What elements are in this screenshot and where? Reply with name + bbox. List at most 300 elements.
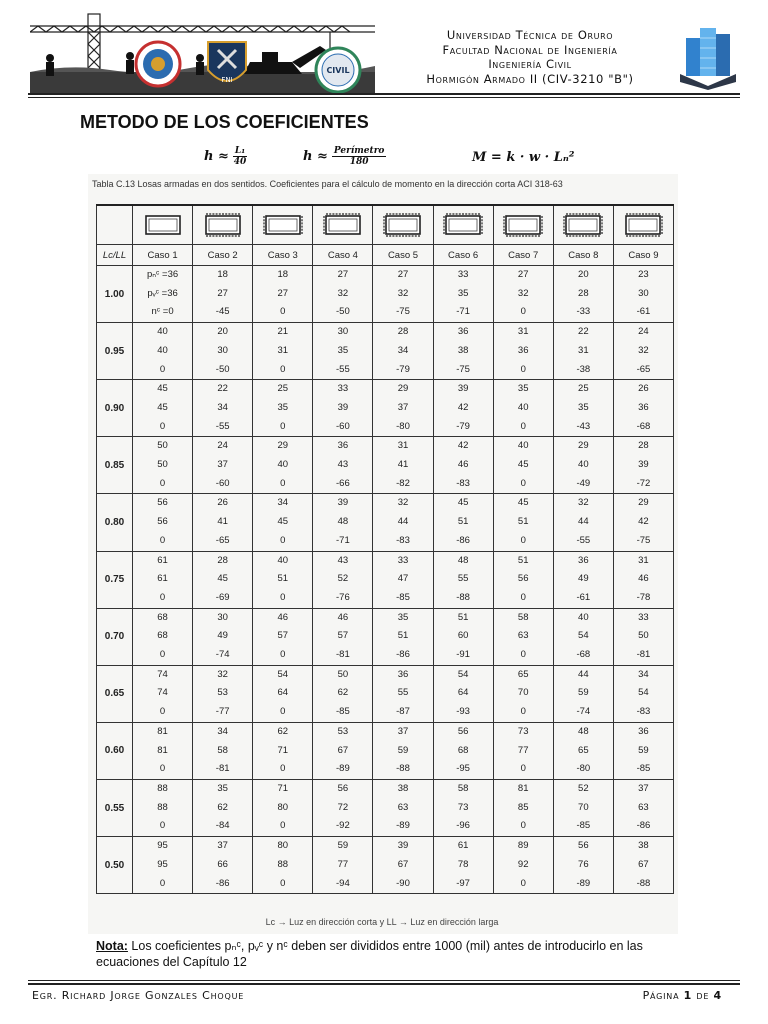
slab-diagram-cell-8	[553, 205, 613, 245]
coefficient-value: 37	[397, 725, 409, 737]
coefficient-value: 62	[277, 725, 289, 737]
coefficient-value: 67	[337, 744, 349, 756]
coefficient-value: -79	[456, 420, 470, 432]
coefficient-value: 71	[277, 782, 289, 794]
coefficient-value: 39	[337, 497, 349, 509]
table-row	[97, 266, 674, 323]
coefficient-value: 33	[638, 611, 649, 623]
coefficient-value: 36	[638, 725, 649, 737]
coefficient-cell	[613, 323, 673, 380]
institution-block	[382, 28, 678, 86]
formula-h-l1-num: L₁	[234, 146, 246, 156]
coefficient-value: 57	[337, 630, 349, 642]
coefficient-value: 63	[517, 630, 529, 642]
coefficient-value: 71	[277, 744, 289, 756]
coefficient-value: 25	[277, 383, 289, 395]
coefficient-value: 58	[457, 782, 469, 794]
career-name: Ingeniería Civil	[488, 57, 572, 71]
coefficient-value: -85	[336, 706, 350, 718]
coefficient-value: -71	[336, 534, 350, 546]
coefficient-value: 63	[397, 801, 409, 813]
coefficient-value: 59	[337, 840, 349, 852]
coefficient-value: 27	[337, 269, 349, 280]
coefficient-value: -76	[336, 591, 350, 603]
coefficient-value: 22	[578, 326, 589, 338]
case-header-row	[97, 245, 674, 266]
coefficient-cell	[133, 665, 193, 722]
coefficient-value: 53	[217, 687, 228, 699]
coefficient-cell	[613, 837, 673, 894]
coefficient-cell	[553, 323, 613, 380]
coefficient-value: 0	[159, 534, 166, 546]
coefficient-value: -93	[456, 706, 470, 718]
coefficient-value: 24	[217, 440, 228, 452]
coefficient-value: 27	[217, 287, 228, 299]
coefficient-value: -78	[636, 591, 651, 603]
coefficient-value: 76	[578, 858, 589, 870]
coefficient-value: -75	[396, 306, 410, 318]
footer-rule-thin	[28, 980, 740, 981]
coefficient-cell	[193, 437, 253, 494]
coefficient-value: -77	[215, 706, 230, 718]
coefficient-value: -86	[215, 877, 230, 889]
coefficient-value: -91	[456, 649, 470, 661]
slab-case-2-icon	[203, 213, 243, 237]
coefficient-value: 54	[638, 687, 649, 699]
formula-h-perimeter-num: Perímetro	[333, 146, 385, 156]
coefficient-value: 68	[457, 744, 469, 756]
coefficient-cell	[313, 380, 373, 437]
coefficient-cell	[193, 323, 253, 380]
coefficient-value: 58	[217, 744, 228, 756]
slab-case-7-icon	[503, 213, 543, 237]
coefficient-value: 28	[578, 287, 589, 299]
coefficient-value: 38	[638, 840, 649, 852]
coefficient-cell	[313, 608, 373, 665]
coefficient-value: 0	[520, 477, 526, 489]
coefficient-cell	[433, 380, 493, 437]
coefficient-value: -43	[576, 420, 591, 432]
table-legend: Lc → Luz en dirección corta y LL → Luz en dirección larga	[265, 917, 499, 927]
coefficient-value: 40	[277, 459, 289, 471]
coefficient-cell	[493, 437, 553, 494]
table-row	[97, 437, 674, 494]
coefficient-value: 54	[457, 668, 469, 680]
coefficient-value: 45	[457, 497, 469, 509]
case-header-6: Caso 6	[433, 245, 493, 266]
note-paragraph	[96, 938, 656, 970]
coefficient-value: 26	[217, 497, 228, 509]
coefficient-cell	[133, 608, 193, 665]
coefficient-value: 31	[638, 554, 649, 566]
coefficient-cell	[493, 551, 553, 608]
coefficient-value: -71	[456, 306, 470, 318]
coefficient-value: 65	[578, 744, 589, 756]
coefficient-value: 55	[457, 573, 469, 585]
coefficient-value: 59	[638, 744, 649, 756]
coefficient-value: 0	[280, 534, 286, 546]
coefficient-value: 38	[457, 344, 469, 356]
coefficient-value: 0	[159, 706, 166, 718]
coefficient-value: 66	[217, 858, 228, 870]
coefficient-value: 34	[217, 725, 228, 737]
coefficient-value: 0	[520, 820, 526, 832]
coefficient-value: 80	[277, 840, 289, 852]
coefficient-value: -49	[576, 477, 591, 489]
case-header-2: Caso 2	[193, 245, 253, 266]
coefficient-value: 51	[277, 573, 289, 585]
coefficient-value: 51	[457, 611, 469, 623]
coefficient-value: 39	[397, 840, 409, 852]
coefficient-cell	[313, 779, 373, 836]
coefficient-value: 45	[217, 573, 228, 585]
civil-logo-text: CIVIL	[326, 66, 350, 75]
coefficient-value: 47	[397, 573, 409, 585]
coefficient-cell	[313, 494, 373, 551]
coefficient-value: 56	[337, 782, 349, 794]
coefficient-value: 0	[280, 363, 286, 375]
footer-page-indicator	[643, 989, 722, 1002]
coefficient-value: 0	[520, 591, 526, 603]
coefficient-value: 61	[157, 554, 168, 566]
coefficient-cell	[553, 837, 613, 894]
coefficient-value: 32	[638, 344, 649, 356]
coefficient-value: 35	[277, 401, 289, 413]
coefficient-cell	[313, 722, 373, 779]
coefficient-value: 30	[217, 611, 228, 623]
note-text: Los coeficientes pₙᶜ, pᵥᶜ y nᶜ deben ser divididos entre 1000 (mil) antes de introducirlo en las ecuaciones del Capítulo 12	[96, 939, 643, 969]
coefficient-value: 77	[517, 744, 529, 756]
coefficient-cell	[553, 380, 613, 437]
coefficient-value: 0	[280, 706, 286, 718]
slab-diagram-cell-9	[613, 205, 673, 245]
coefficient-value: -88	[396, 763, 410, 775]
coefficient-value: 35	[517, 383, 529, 395]
coefficient-value: 0	[280, 763, 286, 775]
coefficient-value: 32	[337, 287, 349, 299]
coefficient-value: 55	[397, 687, 409, 699]
coefficient-cell	[253, 665, 313, 722]
university-name: Universidad Técnica de Oruro	[446, 28, 614, 42]
coefficient-value: 37	[217, 459, 228, 471]
coefficient-value: -96	[456, 820, 470, 832]
coefficient-value: 39	[457, 383, 469, 395]
table-row	[97, 551, 674, 608]
coefficient-value: 74	[157, 687, 168, 699]
coefficient-value: 37	[217, 840, 228, 852]
coefficient-value: 34	[217, 401, 228, 413]
coefficient-cell	[553, 779, 613, 836]
coefficient-value: 43	[337, 554, 349, 566]
coefficient-cell	[373, 608, 433, 665]
coefficient-value: 64	[277, 687, 289, 699]
page-title: METODO DE LOS COEFICIENTES	[80, 112, 369, 132]
coefficient-value: 64	[457, 687, 469, 699]
table-row	[97, 323, 674, 380]
ratio-label: 0.50	[97, 837, 133, 894]
coefficient-value: 23	[638, 269, 649, 280]
coefficient-value: 0	[520, 763, 526, 775]
coefficient-value: -80	[396, 420, 410, 432]
coefficient-value: -90	[396, 877, 410, 889]
coefficient-cell	[553, 722, 613, 779]
coefficient-value: 42	[638, 516, 649, 528]
coefficient-cell	[133, 323, 193, 380]
coefficient-value: 45	[157, 401, 168, 413]
formula-h-l1	[204, 146, 247, 167]
coefficient-value: -55	[215, 420, 230, 432]
coefficient-value: 57	[277, 630, 289, 642]
coefficient-value: 44	[397, 516, 409, 528]
case-header-4: Caso 4	[313, 245, 373, 266]
coefficient-value: -81	[636, 649, 651, 661]
course-name: Hormigón Armado II (CIV-3210 "B")	[426, 71, 634, 86]
coefficient-value: -86	[636, 820, 651, 832]
coefficient-cell	[193, 722, 253, 779]
coefficient-cell	[193, 494, 253, 551]
coefficient-cell	[373, 665, 433, 722]
coefficient-cell	[493, 665, 553, 722]
coefficient-value: 34	[277, 497, 289, 509]
coefficient-cell	[553, 665, 613, 722]
coefficient-value: -72	[636, 477, 651, 489]
coefficient-value: 28	[397, 326, 409, 338]
coefficient-cell	[493, 779, 553, 836]
coefficient-value: 0	[159, 420, 166, 432]
coefficient-value: 51	[517, 516, 529, 528]
coefficient-value: 73	[517, 725, 529, 737]
coefficient-cell	[373, 722, 433, 779]
coefficient-cell	[493, 837, 553, 894]
coefficient-value: 27	[517, 269, 529, 280]
coefficient-value: -61	[636, 306, 651, 318]
coefficient-cell	[613, 380, 673, 437]
coefficient-value: 45	[517, 459, 529, 471]
ratio-header: Lc/LL	[97, 245, 133, 266]
coefficient-value: 74	[157, 668, 168, 680]
coefficient-value: 20	[217, 326, 228, 338]
coefficient-value: pᵥᶜ =36	[147, 287, 178, 299]
coefficient-value: 89	[517, 840, 529, 852]
coefficient-value: 33	[457, 269, 469, 280]
coefficient-value: 81	[517, 782, 529, 794]
coefficient-cell	[133, 837, 193, 894]
coefficient-value: 41	[397, 459, 409, 471]
coefficient-value: 40	[517, 401, 529, 413]
coefficient-cell	[613, 665, 673, 722]
coefficient-cell	[373, 551, 433, 608]
coefficient-cell	[613, 437, 673, 494]
coefficient-value: -84	[215, 820, 230, 832]
coefficient-cell	[433, 722, 493, 779]
coefficient-value: 36	[638, 401, 649, 413]
coefficient-value: -66	[336, 477, 350, 489]
slab-case-9-icon	[623, 213, 663, 237]
coefficient-value: 36	[397, 668, 409, 680]
formula-h-l1-den: 40	[233, 157, 247, 167]
formula-moment: M = k · w · Lₙ²	[472, 150, 575, 165]
coefficient-cell	[553, 551, 613, 608]
coefficient-cell	[433, 266, 493, 323]
coefficient-cell	[613, 779, 673, 836]
coefficient-value: -83	[396, 534, 410, 546]
ratio-label: 1.00	[97, 266, 133, 323]
coefficient-value: -60	[336, 420, 350, 432]
ratio-label: 0.95	[97, 323, 133, 380]
coefficient-value: 46	[638, 573, 649, 585]
coefficient-value: 59	[397, 744, 409, 756]
coefficient-value: 65	[517, 668, 529, 680]
coefficient-value: 92	[517, 858, 529, 870]
coefficient-value: 46	[337, 611, 349, 623]
coefficient-value: 0	[280, 649, 286, 661]
coefficient-value: 59	[578, 687, 589, 699]
coefficient-value: 45	[157, 383, 168, 395]
coefficient-value: 56	[457, 725, 469, 737]
slab-case-6-icon	[443, 213, 483, 237]
coefficient-value: 35	[578, 401, 589, 413]
slab-diagram-cell-3	[253, 205, 313, 245]
table-row	[97, 380, 674, 437]
slab-corner-cell	[97, 205, 133, 245]
coefficient-cell	[553, 608, 613, 665]
coefficient-value: -81	[215, 763, 230, 775]
coefficient-cell	[313, 323, 373, 380]
coefficient-value: 34	[638, 668, 649, 680]
coefficient-cell	[493, 380, 553, 437]
coefficient-cell	[433, 437, 493, 494]
coefficient-value: 0	[280, 306, 286, 318]
coefficient-cell	[613, 551, 673, 608]
coefficient-cell	[433, 837, 493, 894]
coefficient-value: 35	[397, 611, 409, 623]
coefficient-value: 30	[638, 287, 649, 299]
ratio-label: 0.85	[97, 437, 133, 494]
coefficient-value: 88	[157, 782, 168, 794]
coefficient-value: 62	[217, 801, 228, 813]
coefficient-value: 38	[397, 782, 409, 794]
coefficient-value: 88	[157, 801, 168, 813]
coefficients-table	[96, 204, 674, 894]
coefficient-value: 39	[337, 401, 349, 413]
coefficient-value: 85	[517, 801, 529, 813]
coefficient-value: 53	[337, 725, 349, 737]
coefficient-value: 73	[457, 801, 469, 813]
header-banner-illustration	[30, 12, 375, 94]
coefficient-value: 50	[638, 630, 649, 642]
coefficient-cell	[493, 266, 553, 323]
coefficient-value: 50	[157, 440, 168, 452]
coefficient-value: nᶜ =0	[151, 306, 174, 318]
coefficient-cell	[373, 323, 433, 380]
coefficient-value: 35	[217, 782, 228, 794]
coefficient-value: -33	[576, 306, 591, 318]
coefficient-value: 0	[520, 706, 526, 718]
coefficient-cell	[553, 266, 613, 323]
coefficient-value: 0	[159, 820, 166, 832]
coefficient-value: 28	[217, 554, 228, 566]
coefficient-value: 31	[578, 344, 589, 356]
coefficient-value: 56	[157, 516, 168, 528]
coefficient-value: 0	[520, 534, 526, 546]
coefficient-value: 0	[159, 763, 166, 775]
coefficient-cell	[193, 608, 253, 665]
coefficient-value: 95	[157, 840, 168, 852]
coefficient-value: -88	[456, 591, 470, 603]
building-logo	[676, 24, 740, 90]
coefficient-cell	[493, 494, 553, 551]
coefficient-value: 26	[638, 383, 649, 395]
coefficient-value: -83	[456, 477, 470, 489]
coefficient-value: -86	[456, 534, 470, 546]
coefficient-value: 67	[397, 858, 409, 870]
coefficient-cell	[193, 665, 253, 722]
coefficient-cell	[613, 722, 673, 779]
footer-of-word: de	[696, 989, 710, 1002]
coefficient-cell	[253, 608, 313, 665]
footer-page-number: 1	[683, 989, 693, 1002]
coefficient-value: 52	[578, 782, 589, 794]
coefficient-value: -50	[336, 306, 350, 318]
coefficient-cell	[193, 551, 253, 608]
coefficient-value: 27	[277, 287, 289, 299]
coefficient-value: 40	[578, 459, 589, 471]
coefficient-cell	[373, 837, 433, 894]
coefficient-cell	[433, 779, 493, 836]
coefficient-cell	[373, 380, 433, 437]
coefficient-cell	[373, 494, 433, 551]
coefficient-value: -65	[215, 534, 230, 546]
footer-author: Egr. Richard Jorge Gonzales Choque	[32, 989, 245, 1002]
page-header	[0, 0, 768, 100]
slab-case-3-icon	[263, 213, 303, 237]
coefficient-value: 30	[337, 326, 349, 338]
coefficient-value: -86	[396, 649, 410, 661]
coefficient-cell	[253, 779, 313, 836]
coefficient-value: 0	[159, 591, 166, 603]
coefficient-value: 32	[397, 287, 409, 299]
coefficient-value: 0	[159, 477, 166, 489]
coefficient-value: -85	[636, 763, 651, 775]
coefficient-value: 88	[277, 858, 289, 870]
table-row	[97, 608, 674, 665]
slab-diagram-cell-2	[193, 205, 253, 245]
coefficient-value: 67	[638, 858, 649, 870]
faculty-name: Facultad Nacional de Ingeniería	[442, 42, 618, 57]
case-header-9: Caso 9	[613, 245, 673, 266]
coefficient-cell	[133, 722, 193, 779]
coefficient-value: -45	[215, 306, 230, 318]
coefficient-value: 70	[578, 801, 589, 813]
formula-h-perimeter-den: 180	[349, 157, 369, 167]
coefficient-cell	[613, 608, 673, 665]
civil-logo	[316, 48, 360, 92]
coefficient-cell	[433, 665, 493, 722]
coefficient-value: -79	[396, 363, 410, 375]
table-row	[97, 837, 674, 894]
coefficient-cell	[193, 837, 253, 894]
coefficient-value: 36	[457, 326, 469, 338]
coefficient-cell	[133, 437, 193, 494]
slab-diagram-cell-1	[133, 205, 193, 245]
coefficient-value: 33	[337, 383, 349, 395]
coefficient-cell	[433, 323, 493, 380]
coefficient-value: 22	[217, 383, 228, 395]
coefficient-value: 50	[157, 459, 168, 471]
coefficient-value: -88	[636, 877, 651, 889]
coefficient-value: 43	[337, 459, 349, 471]
coefficient-cell	[193, 779, 253, 836]
